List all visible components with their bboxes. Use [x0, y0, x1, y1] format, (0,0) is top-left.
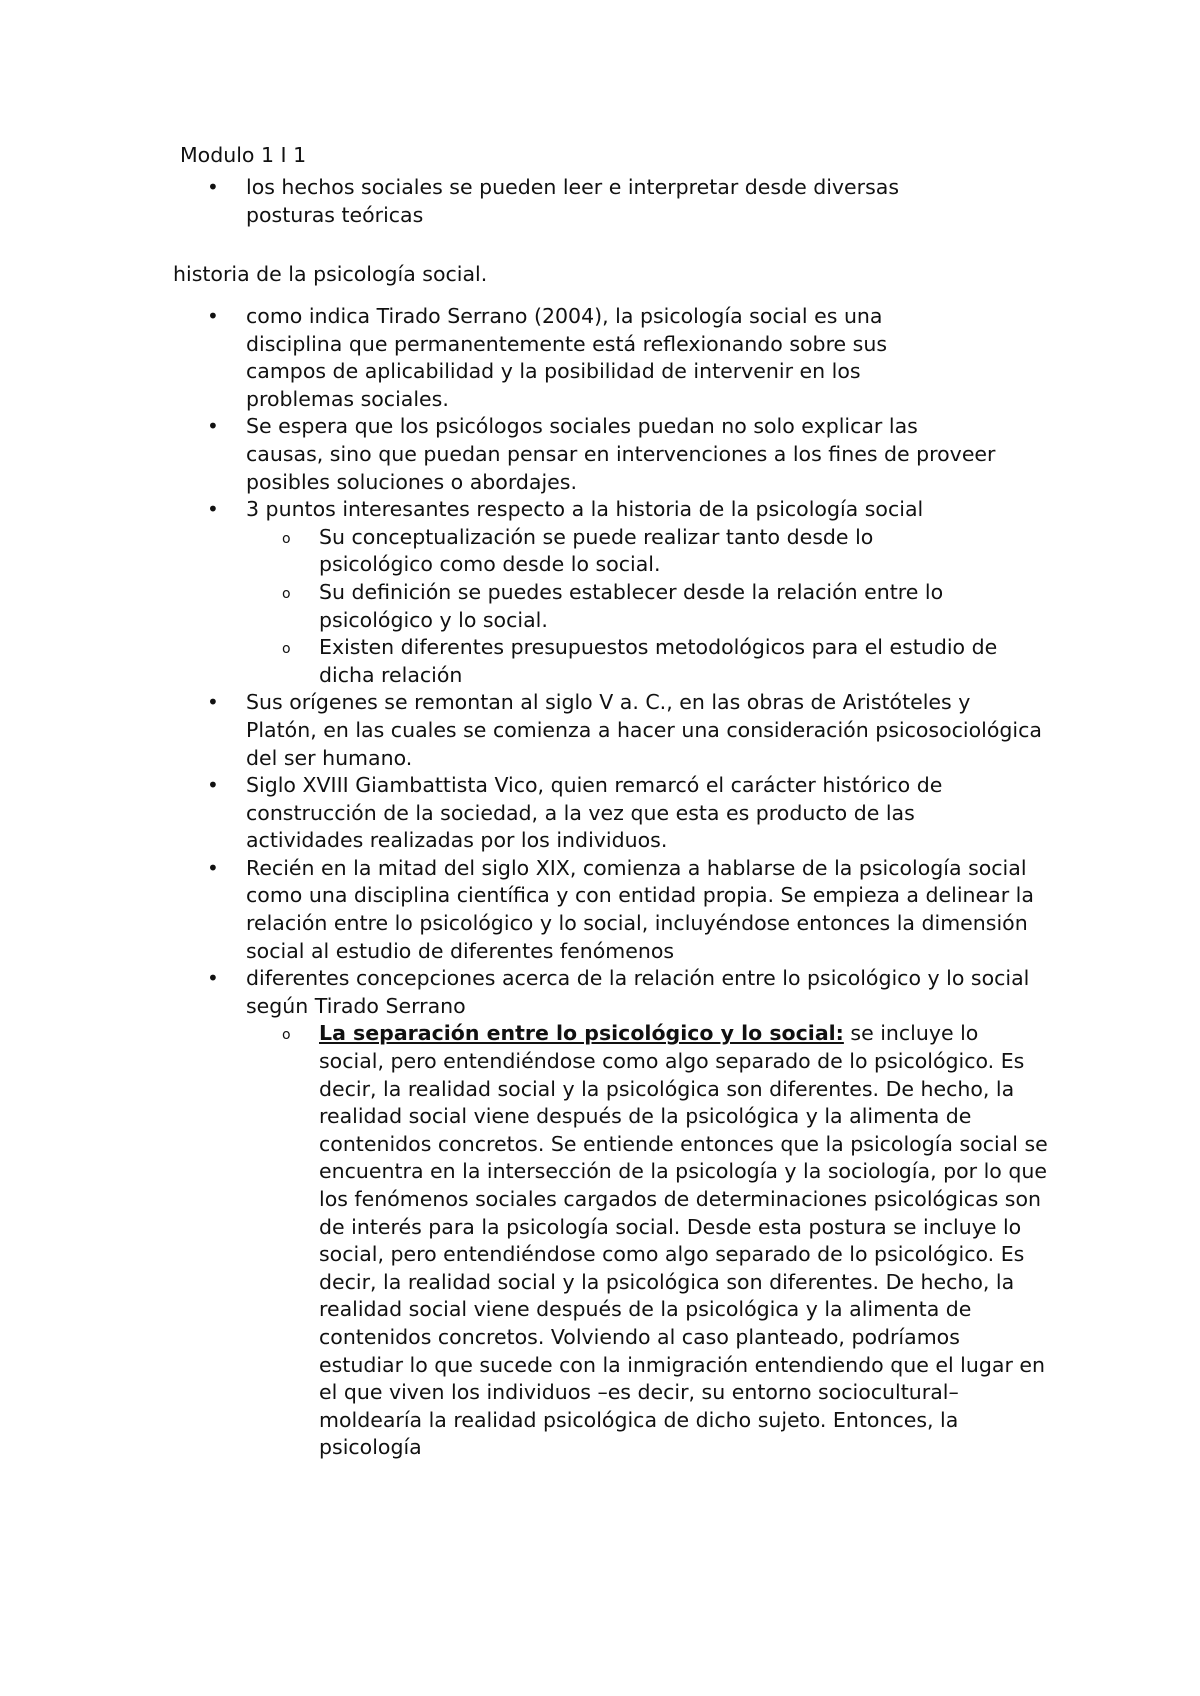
bullet-text: los hechos sociales se pueden leer e interpretar desde diversas posturas teóricas — [246, 175, 900, 227]
list-item — [0, 496, 1036, 689]
bullet-icon: • — [207, 414, 219, 439]
bullet-text: Sus orígenes se remontan al siglo V a. C., en las obras de Aristóteles y Platón, en las cuales se comienza a hacer una consideración psicosociológica del ser humano. — [246, 690, 1042, 770]
list-item — [0, 303, 936, 413]
sub-bullet-icon: o — [282, 641, 291, 658]
bullet-text: 3 puntos interesantes respecto a la historia de la psicología social — [246, 497, 924, 522]
bullet-icon: • — [207, 175, 219, 199]
sub-list-item — [246, 1020, 1049, 1462]
list-item — [0, 855, 1046, 965]
sub-bullet-icon: o — [282, 585, 291, 602]
sub-bullet-icon: o — [282, 530, 291, 547]
sub-list-item — [246, 524, 959, 579]
sub-bullet-text: Existen diferentes presupuestos metodológicos para el estudio de dicha relación — [319, 635, 998, 687]
sub-bullet-text: Su definición se puedes establecer desde la relación entre lo psicológico y lo social. — [319, 579, 944, 632]
sub-list-item — [246, 634, 1044, 689]
bullet-icon: • — [207, 690, 219, 715]
list-item — [0, 772, 1036, 855]
bullet-text: Siglo XVIII Giambattista Vico, quien remarcó el carácter histórico de construcción de la sociedad, a la vez que esta es producto de las actividades realizadas por los individuos. — [246, 773, 943, 853]
main-bullet-list — [0, 303, 1060, 1462]
intro-bullet-list — [0, 174, 1060, 229]
sub-list-item — [246, 579, 979, 634]
concepcion-text: se incluye lo social, pero entendiéndose como algo separado de lo psicológico. Es decir, la realidad social y la psicológica son diferentes. De hecho, la realidad social viene después de la psicológica y la alimenta de contenidos concretos. Se entiende entonces que la psicología social se encuentra en la intersección de la psicología y la sociología, por lo que los fenómenos sociales cargados de determinaciones psicológicas son de interés para la psicología social. Desde esta postura se incluye lo social, pero entendiéndose como algo separado de lo psicológico. Es decir, la realidad social y la psicológica son diferentes. De hecho, la realidad social viene después de la psicológica y la alimenta de contenidos concretos. Volviendo al caso planteado, podríamos estudiar lo que sucede con la inmigración entendiendo que el lugar en el que viven los individuos –es decir, su entorno sociocultural– moldearía la realidad psicológica de dicho sujeto. Entonces, la psicología — [319, 1021, 1048, 1460]
list-item — [0, 965, 1046, 1462]
bullet-icon: • — [207, 966, 219, 991]
bullet-icon: • — [207, 304, 219, 328]
concepcion-heading: La separación entre lo psicológico y lo social: — [319, 1021, 844, 1046]
sub-list-points — [246, 524, 1036, 690]
bullet-text: Se espera que los psicólogos sociales puedan no solo explicar las causas, sino que puedan pensar en intervenciones a los fines de proveer posibles soluciones o abordajes. — [246, 414, 996, 494]
sub-list-concepciones — [246, 1020, 1046, 1462]
bullet-text: como indica Tirado Serrano (2004), la psicología social es una disciplina que permanentemente está reflexionando sobre sus campos de aplicabilidad y la posibilidad de intervenir en los problemas sociales. — [246, 304, 888, 411]
bullet-icon: • — [207, 497, 219, 522]
bullet-icon: • — [207, 773, 219, 798]
document-title: Modulo 1 I 1 — [180, 143, 307, 167]
bullet-text: Recién en la mitad del siglo XIX, comienza a hablarse de la psicología social como una disciplina científica y con entidad propia. Se empieza a delinear la relación entre lo psicológico y lo social, incluyéndose entonces la dimensión social al estudio de diferentes fenómenos — [246, 855, 1034, 963]
list-item — [0, 689, 1046, 772]
sub-bullet-text: Su conceptualización se puede realizar tanto desde lo psicológico como desde lo social. — [319, 524, 874, 577]
sub-bullet-text — [319, 1020, 1049, 1462]
section-heading: historia de la psicología social. — [173, 262, 488, 286]
bullet-icon: • — [207, 855, 219, 880]
bullet-text: diferentes concepciones acerca de la relación entre lo psicológico y lo social según Tirado Serrano — [246, 966, 1030, 1018]
sub-bullet-icon: o — [282, 1027, 291, 1044]
list-item — [0, 413, 1001, 496]
list-item — [0, 174, 926, 229]
